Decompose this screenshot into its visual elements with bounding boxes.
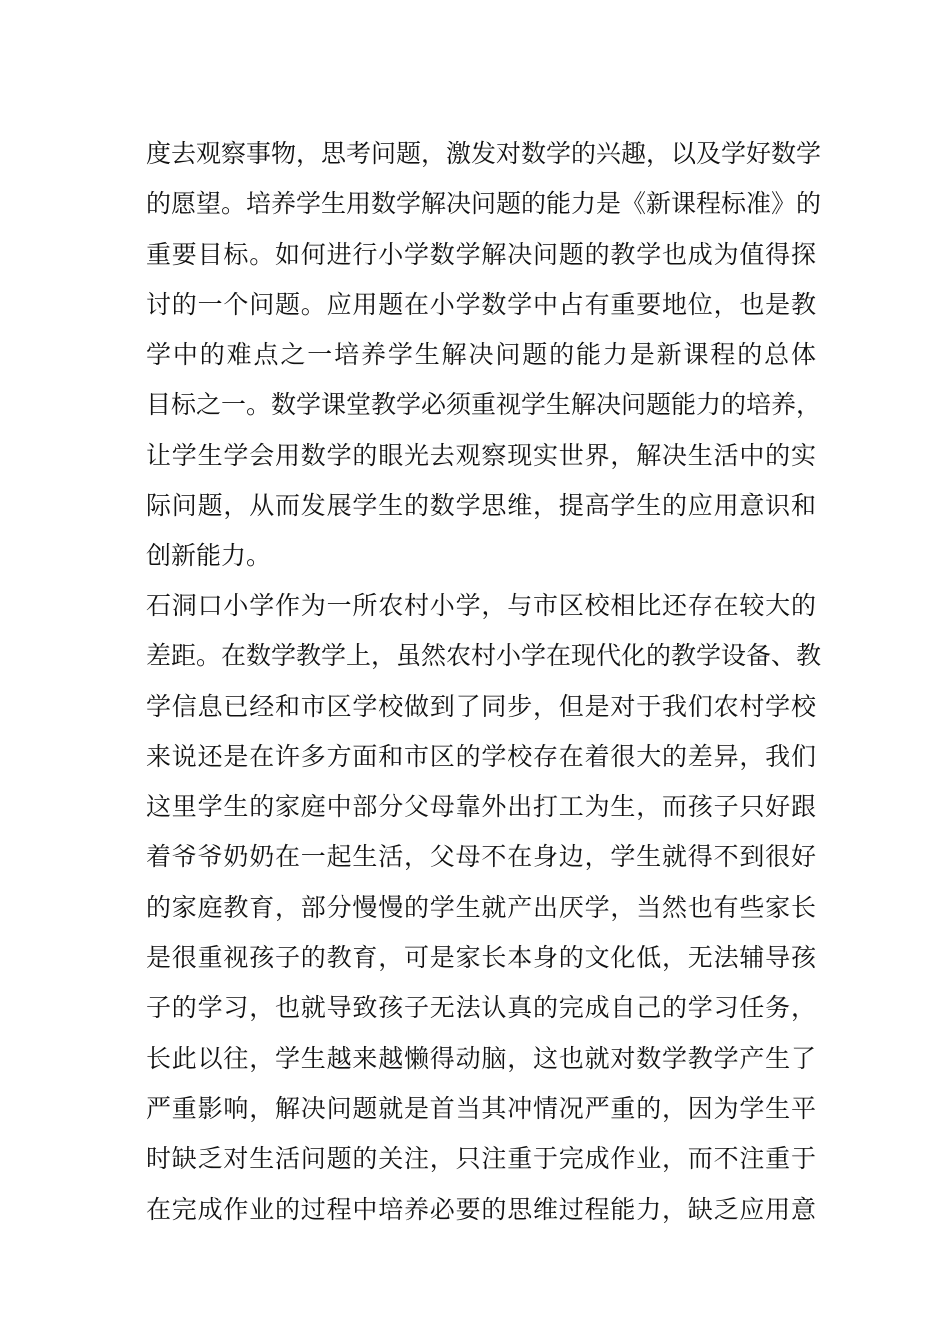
paragraph-2 [146,581,822,1235]
text-line: 的愿望。培养学生用数学解决问题的能力是《新课程标准》的 [146,189,822,219]
text-line: 讨的一个问题。应用题在小学数学中占有重要地位，也是教 [146,289,816,319]
text-line: 来说还是在许多方面和市区的学校存在着很大的差异，我们 [146,741,816,771]
text-line: 学中的难点之一培养学生解决问题的能力是新课程的总体 [146,340,816,370]
text-line: 严重影响，解决问题就是首当其冲情况严重的，因为学生平 [146,1093,816,1123]
text-line: 在完成作业的过程中培养必要的思维过程能力，缺乏应用意 [146,1194,816,1224]
text-line: 际问题，从而发展学生的数学思维，提高学生的应用意识和 [146,491,816,521]
text-line: 差距。在数学教学上，虽然农村小学在现代化的教学设备、教 [146,641,822,671]
text-line: 着爷爷奶奶在一起生活，父母不在身边，学生就得不到很好 [146,842,816,872]
text-line: 长此以往，学生越来越懒得动脑，这也就对数学教学产生了 [146,1043,816,1073]
text-line: 是很重视孩子的教育，可是家长本身的文化低，无法辅导孩 [146,943,816,973]
text-line: 的家庭教育，部分慢慢的学生就产出厌学，当然也有些家长 [146,892,816,922]
text-line: 石洞口小学作为一所农村小学，与市区校相比还存在较大的 [146,591,816,620]
text-line: 目标之一。数学课堂教学必须重视学生解决问题能力的培养， [146,390,822,420]
text-line: 重要目标。如何进行小学数学解决问题的教学也成为值得探 [146,239,816,269]
text-line: 创新能力。 [146,541,272,571]
text-line: 学信息已经和市区学校做到了同步，但是对于我们农村学校 [146,691,816,721]
paragraph-1 [146,129,822,582]
text-line: 子的学习，也就导致孩子无法认真的完成自己的学习任务， [146,993,816,1023]
text-line: 让学生学会用数学的眼光去观察现实世界，解决生活中的实 [146,440,816,470]
text-line: 这里学生的家庭中部分父母靠外出打工为生，而孩子只好跟 [146,792,816,822]
text-line: 度去观察事物，思考问题，激发对数学的兴趣，以及学好数学 [146,139,822,168]
text-line: 时缺乏对生活问题的关注，只注重于完成作业，而不注重于 [146,1144,816,1174]
